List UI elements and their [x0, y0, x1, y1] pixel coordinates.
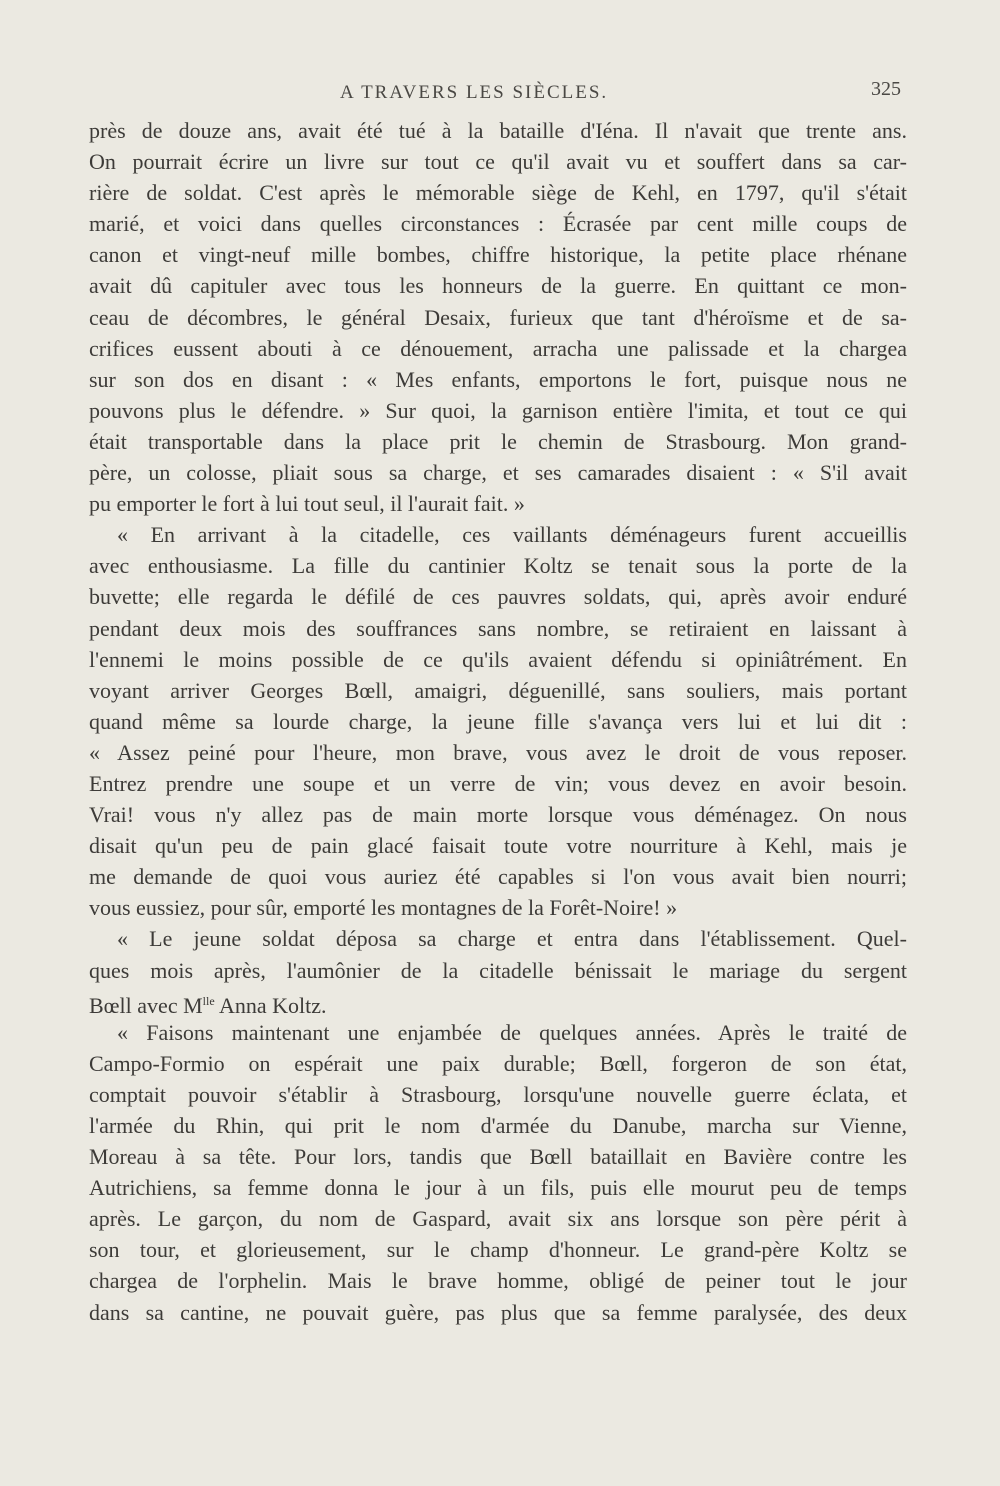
running-head: A TRAVERS LES SIÈCLES.	[340, 82, 609, 103]
text-line: marié, et voici dans quelles circonstances : Écrasée par cent mille coups de	[89, 211, 907, 237]
text-line: me demande de quoi vous auriez été capables si l'on vous avait bien nourri;	[89, 864, 907, 890]
text-line-with-superscript	[89, 986, 907, 1017]
text-line: canon et vingt-neuf mille bombes, chiffre historique, la petite place rhénane	[89, 242, 907, 268]
text-line: près de douze ans, avait été tué à la bataille d'Iéna. Il n'avait que trente ans.	[89, 118, 907, 143]
text-line: sur son dos en disant : « Mes enfants, emportons le fort, puisque nous ne	[89, 366, 907, 392]
text-line: ques mois après, l'aumônier de la citadelle bénissait le mariage du sergent	[89, 957, 907, 983]
page-number: 325	[871, 78, 901, 100]
text-line: « En arrivant à la citadelle, ces vaillants déménageurs furent accueillis	[117, 522, 907, 548]
text-line: Moreau à sa tête. Pour lors, tandis que Bœll bataillait en Bavière contre les	[89, 1144, 907, 1170]
text-line: Campo-Formio on espérait une paix durable; Bœll, forgeron de son état,	[89, 1050, 907, 1076]
text-line: pouvons plus le défendre. » Sur quoi, la garnison entière l'imita, et tout ce qui	[89, 397, 907, 423]
text-line: voyant arriver Georges Bœll, amaigri, déguenillé, sans souliers, mais portant	[89, 677, 907, 703]
text-line: ceau de décombres, le général Desaix, furieux que tant d'héroïsme et de sa-	[89, 304, 907, 330]
text-line: chargea de l'orphelin. Mais le brave homme, obligé de peiner tout le jour	[89, 1268, 907, 1294]
text-line: Autrichiens, sa femme donna le jour à un fils, puis elle mourut peu de temps	[89, 1175, 907, 1201]
text-line: Entrez prendre une soupe et un verre de vin; vous devez en avoir besoin.	[89, 770, 907, 796]
superscript-text: lle	[202, 993, 215, 1008]
text-line: On pourrait écrire un livre sur tout ce qu'il avait vu et souffert dans sa car-	[89, 149, 907, 175]
text-line: était transportable dans la place prit le chemin de Strasbourg. Mon grand-	[89, 428, 907, 454]
text-line: « Faisons maintenant une enjambée de quelques années. Après le traité de	[117, 1019, 907, 1045]
text-line: « Assez peiné pour l'heure, mon brave, vous avez le droit de vous reposer.	[89, 739, 907, 765]
text-line: père, un colosse, pliait sous sa charge, et ses camarades disaient : « S'il avait	[89, 460, 907, 486]
text-line: pendant deux mois des souffrances sans nombre, se retiraient en laissant à	[89, 615, 907, 641]
text-fragment: Anna Koltz.	[214, 992, 327, 1018]
text-line: l'ennemi le moins possible de ce qu'ils avaient défendu si opiniâtrément. En	[89, 646, 907, 672]
text-line: l'armée du Rhin, qui prit le nom d'armée du Danube, marcha sur Vienne,	[89, 1113, 907, 1138]
text-line: après. Le garçon, du nom de Gaspard, avait six ans lorsque son père périt à	[89, 1206, 907, 1232]
text-line: buvette; elle regarda le défilé de ces pauvres soldats, qui, après avoir enduré	[89, 584, 907, 610]
text-line: crifices eussent abouti à ce dénouement, arracha une palissade et la chargea	[89, 335, 907, 361]
text-line: vous eussiez, pour sûr, emporté les montagnes de la Forêt-Noire! »	[89, 895, 678, 921]
text-line: avait dû capituler avec tous les honneurs de la guerre. En quittant ce mon-	[89, 273, 907, 299]
text-line: quand même sa lourde charge, la jeune fille s'avança vers lui et lui dit :	[89, 708, 907, 734]
text-fragment: Bœll avec M	[89, 992, 203, 1018]
text-line: pu emporter le fort à lui tout seul, il l'aurait fait. »	[89, 491, 525, 517]
body-text	[89, 115, 907, 1328]
text-line: rière de soldat. C'est après le mémorable siège de Kehl, en 1797, qu'il s'était	[89, 180, 907, 206]
text-line: « Le jeune soldat déposa sa charge et entra dans l'établissement. Quel-	[117, 926, 907, 952]
text-line: son tour, et glorieusement, sur le champ d'honneur. Le grand-père Koltz se	[89, 1237, 907, 1263]
text-line: Vrai! vous n'y allez pas de main morte lorsque vous déménagez. On nous	[89, 802, 907, 828]
text-line: dans sa cantine, ne pouvait guère, pas plus que sa femme paralysée, des deux	[89, 1299, 907, 1325]
text-line: avec enthousiasme. La fille du cantinier Koltz se tenait sous la porte de la	[89, 553, 907, 579]
text-line: disait qu'un peu de pain glacé faisait toute votre nourriture à Kehl, mais je	[89, 833, 907, 859]
text-line: comptait pouvoir s'établir à Strasbourg, lorsqu'une nouvelle guerre éclata, et	[89, 1081, 907, 1107]
